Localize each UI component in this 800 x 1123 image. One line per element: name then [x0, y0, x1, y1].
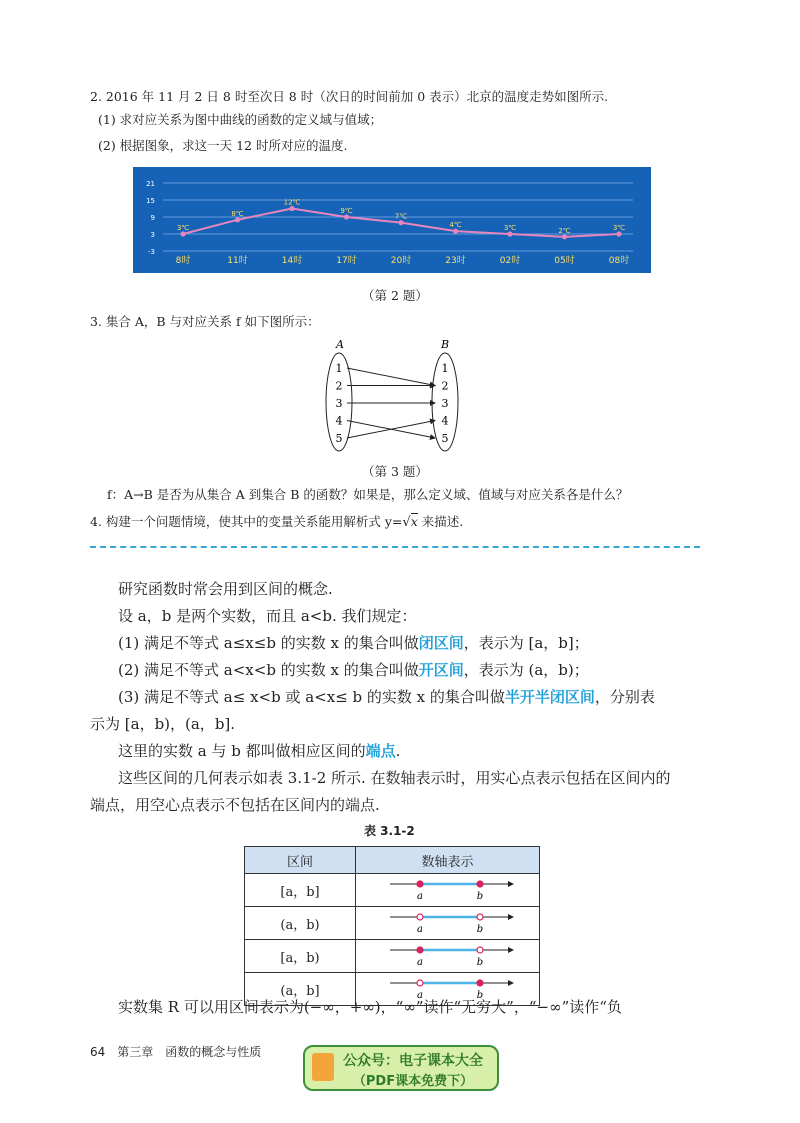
number-line — [358, 907, 538, 935]
data-point — [289, 206, 294, 211]
q3-stem: 3. 集合 A，B 与对应关系 f 如下图所示： — [90, 314, 320, 329]
y-tick-label: 3 — [150, 231, 155, 239]
p4-before: (2) 满足不等式 a<x<b 的实数 x 的集合叫做 — [118, 661, 419, 679]
paragraph-real-numbers: 实数集 R 可以用区间表示为(−∞，+∞)，“∞”读作“无穷大”，“−∞”读作“负 — [118, 998, 622, 1016]
watermark-line1: 公众号：电子课本大全 — [343, 1053, 483, 1069]
data-point — [344, 214, 349, 219]
x-tick-label: 14时 — [281, 256, 303, 266]
set-b-element: 2 — [441, 379, 449, 393]
x-tick-label: 20时 — [390, 256, 412, 266]
axis-arrow — [508, 947, 514, 953]
y-tick-label: 15 — [146, 197, 155, 205]
set-a-element: 5 — [335, 432, 343, 445]
data-label: 7℃ — [394, 212, 408, 221]
q2-part1: (1) 求对应关系为图中曲线的函数的定义域与值域； — [98, 112, 383, 127]
data-label: 12℃ — [283, 198, 301, 207]
set-b-element: 1 — [441, 362, 449, 375]
set-a-element: 2 — [335, 379, 343, 393]
interval-notation: (a，b] — [245, 973, 356, 1006]
label-a: a — [416, 957, 423, 968]
paragraph-open-interval — [118, 659, 589, 681]
interval-notation: (a，b) — [245, 907, 356, 940]
data-label: 8℃ — [231, 209, 244, 218]
data-label: 2℃ — [558, 226, 571, 235]
data-label: 4℃ — [449, 221, 462, 230]
q4-text-before: 4. 构建一个问题情境，使其中的变量关系能用解析式 y= — [90, 514, 403, 529]
axis-arrow — [508, 914, 514, 920]
x-tick-label: 17时 — [336, 256, 357, 266]
data-label: 3℃ — [176, 224, 190, 232]
label-a: a — [416, 924, 423, 935]
table-row — [245, 907, 540, 940]
p3-before: (1) 满足不等式 a≤x≤b 的实数 x 的集合叫做 — [118, 634, 419, 652]
interval-notation: [a，b] — [245, 874, 356, 907]
set-b-element: 4 — [441, 414, 449, 428]
endpoint-a — [417, 881, 423, 887]
x-tick-label: 11时 — [227, 256, 248, 266]
q4-stem — [90, 513, 463, 532]
q4-text-after: 来描述. — [417, 514, 464, 529]
p6-before: 这里的实数 a 与 b 都叫做相应区间的 — [118, 742, 366, 760]
table-row — [245, 874, 540, 907]
endpoint-a — [417, 980, 423, 986]
header-interval: 区间 — [245, 847, 356, 874]
footer — [90, 1043, 261, 1060]
data-label: 3℃ — [503, 224, 517, 232]
term-open-interval: 开区间 — [418, 661, 464, 679]
mapping-diagram — [318, 338, 468, 456]
set-a-element: 4 — [335, 414, 343, 428]
endpoint-a — [417, 947, 423, 953]
interval-notation: [a，b) — [245, 940, 356, 973]
label-b: b — [476, 891, 483, 902]
term-closed-interval: 闭区间 — [418, 634, 464, 652]
header-axis: 数轴表示 — [356, 847, 540, 874]
p5-before: (3) 满足不等式 a≤ x<b 或 a<x≤ b 的实数 x 的集合叫做 — [118, 688, 505, 706]
label-b: b — [476, 990, 483, 1001]
sqrt-argument: x — [410, 514, 418, 529]
label-a: a — [416, 891, 423, 902]
data-point — [562, 234, 567, 239]
paragraph-1: 研究函数时常会用到区间的概念. — [118, 580, 333, 598]
chart-caption: （第 2 题） — [362, 288, 428, 303]
p4-after: ，表示为 (a，b)； — [463, 661, 589, 679]
temperature-chart — [133, 167, 651, 273]
x-tick-label: 05时 — [554, 256, 575, 266]
interval-table — [244, 846, 540, 1006]
endpoint-b — [477, 947, 483, 953]
paragraph-endpoints — [118, 740, 400, 762]
set-a-label: A — [336, 338, 344, 351]
number-line-cell — [356, 874, 540, 907]
y-tick-label: 9 — [150, 214, 155, 222]
number-line-cell — [356, 907, 540, 940]
paragraph-7: 这些区间的几何表示如表 3.1-2 所示. 在数轴表示时，用实心点表示包括在区间内的 — [118, 769, 671, 787]
number-line — [358, 874, 538, 902]
set-a-element: 3 — [335, 397, 343, 410]
endpoint-b — [477, 980, 483, 986]
q2-stem: 2. 2016 年 11 月 2 日 8 时至次日 8 时（次日的时间前加 0 表示）北京的温度走势如图所示. — [90, 89, 609, 104]
set-b-element: 3 — [441, 397, 449, 410]
number-line-cell — [356, 940, 540, 973]
data-point — [180, 231, 185, 236]
set-b-label: B — [440, 338, 450, 351]
x-tick-label: 02时 — [499, 256, 521, 266]
label-b: b — [476, 957, 483, 968]
term-half-open-interval: 半开半闭区间 — [504, 688, 595, 706]
paragraph-2: 设 a，b 是两个实数，而且 a<b. 我们规定： — [118, 607, 417, 625]
label-a: a — [416, 990, 423, 1001]
paragraph-8: 端点，用空心点表示不包括在区间内的端点. — [90, 796, 380, 814]
number-line — [358, 940, 538, 968]
endpoint-b — [477, 881, 483, 887]
section-divider — [90, 546, 700, 548]
data-label: 9℃ — [340, 207, 353, 215]
endpoint-a — [417, 914, 423, 920]
paragraph-half-open-interval — [118, 686, 655, 708]
y-tick-label: -3 — [148, 248, 155, 256]
watermark-line2: （PDF课本免费下） — [352, 1074, 474, 1089]
p3-after: ，表示为 [a，b]； — [463, 634, 589, 652]
x-tick-label: 8时 — [175, 256, 191, 266]
p5-after: ，分别表 — [594, 688, 655, 706]
label-b: b — [476, 924, 483, 935]
paragraph-closed-interval — [118, 632, 589, 654]
axis-arrow — [508, 980, 514, 986]
chapter-title: 第三章 函数的概念与性质 — [117, 1045, 262, 1059]
q3-question: f：A→B 是否为从集合 A 到集合 B 的函数？如果是，那么定义域、值域与对应关系各是什么？ — [107, 487, 629, 502]
watermark-badge — [303, 1045, 499, 1091]
set-a-element: 1 — [335, 362, 343, 375]
sqrt-symbol: √ — [402, 515, 411, 530]
data-point — [235, 217, 240, 222]
page-number: 64 — [90, 1045, 106, 1059]
book-icon — [312, 1053, 334, 1081]
q2-part2: (2) 根据图象，求这一天 12 时所对应的温度. — [98, 138, 348, 153]
p6-after: . — [395, 742, 401, 760]
x-tick-label: 08时 — [608, 256, 630, 266]
mapping-arrow — [347, 368, 435, 386]
table-row — [245, 940, 540, 973]
diagram-caption: （第 3 题） — [362, 464, 428, 479]
data-point — [616, 231, 621, 236]
data-label: 3℃ — [612, 224, 626, 232]
set-b-element: 5 — [441, 432, 449, 445]
endpoint-b — [477, 914, 483, 920]
data-point — [398, 220, 403, 225]
paragraph-half-open-line2: 示为 [a，b)，(a，b]. — [90, 715, 236, 733]
x-tick-label: 23时 — [445, 256, 466, 266]
term-endpoint: 端点 — [365, 742, 396, 760]
table-title: 表 3.1-2 — [364, 824, 415, 838]
y-tick-label: 21 — [146, 180, 155, 188]
data-point — [507, 231, 512, 236]
axis-arrow — [508, 881, 514, 887]
data-point — [453, 229, 458, 234]
